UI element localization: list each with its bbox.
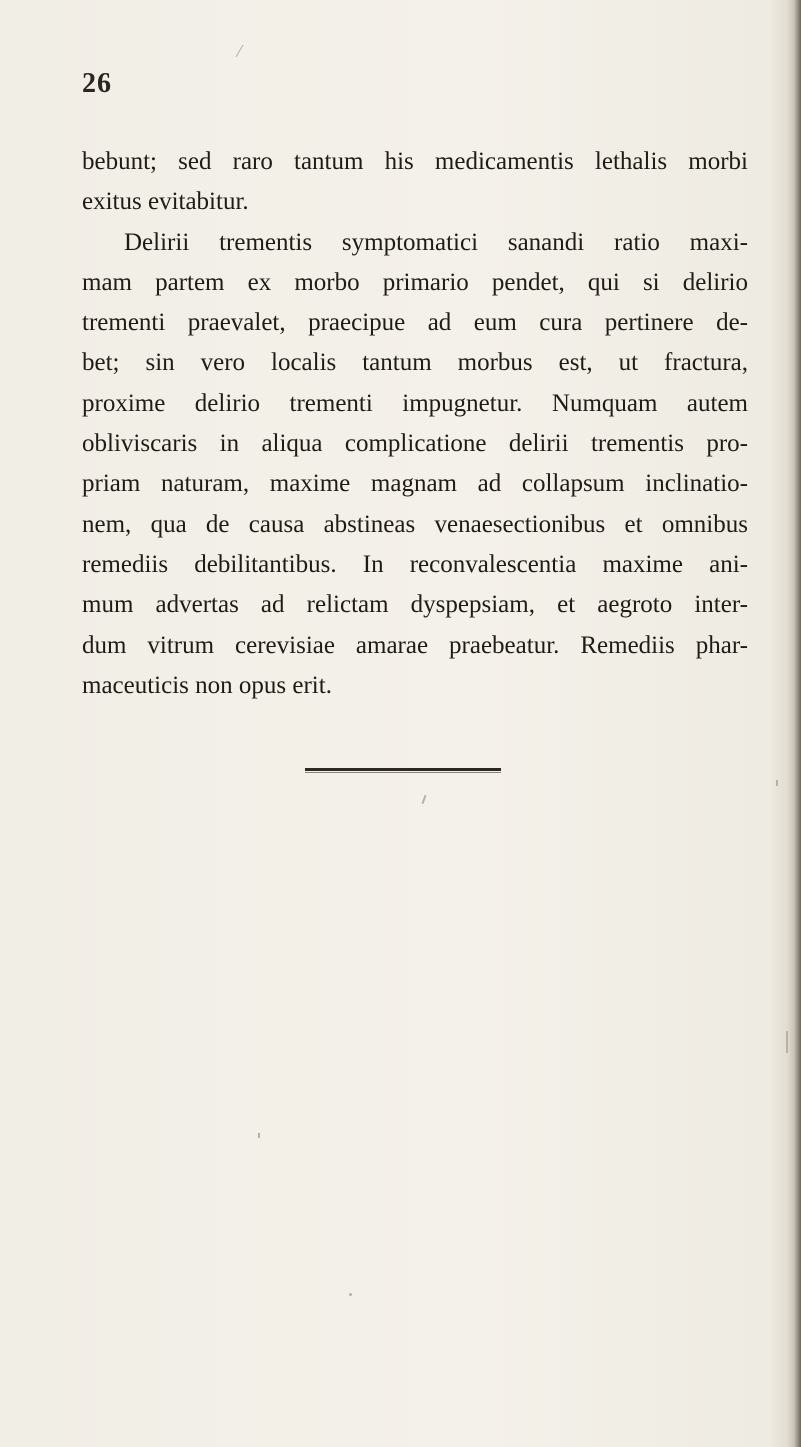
- text-line: Delirii trementis symptomatici sanandi ratio maxi-: [124, 228, 748, 256]
- text-line: remediis debilitantibus. In reconvalescentia maxime ani-: [82, 550, 748, 578]
- text-line: priam naturam, maxime magnam ad collapsum inclinatio-: [82, 470, 748, 498]
- text-line: trementi praevalet, praecipue ad eum cura pertinere de-: [82, 309, 748, 337]
- text-line: proxime delirio trementi impugnetur. Numquam autem: [82, 389, 748, 417]
- text-line: dum vitrum cerevisiae amarae praebeatur. Remediis phar-: [82, 631, 748, 659]
- end-rule-thin: [305, 772, 501, 773]
- text-line: bebunt; sed raro tantum his medicamentis lethalis morbi: [82, 148, 748, 175]
- paper-speck: [786, 1031, 788, 1053]
- paper-speck: [236, 45, 244, 58]
- end-rule: [305, 768, 501, 771]
- text-line: nem, qua de causa abstineas venaesectionibus et omnibus: [82, 510, 748, 538]
- text-line: obliviscaris in aliqua complicatione delirii trementis pro-: [82, 430, 748, 458]
- text-line: bet; sin vero localis tantum morbus est, ut fractura,: [82, 349, 748, 377]
- paper-speck: [776, 780, 778, 786]
- paper-speck: [349, 1293, 352, 1296]
- page-number: 26: [82, 68, 112, 99]
- text-line: mam partem ex morbo primario pendet, qui si delirio: [82, 268, 748, 296]
- text-line: exitus evitabitur.: [82, 188, 249, 216]
- page-edge-shadow: [787, 0, 801, 1447]
- text-line: maceuticis non opus erit.: [82, 671, 332, 699]
- paper-speck: [422, 795, 427, 804]
- body-text: [82, 142, 748, 706]
- text-line: mum advertas ad relictam dyspepsiam, et aegroto inter-: [82, 591, 748, 619]
- paper-speck: [258, 1133, 260, 1138]
